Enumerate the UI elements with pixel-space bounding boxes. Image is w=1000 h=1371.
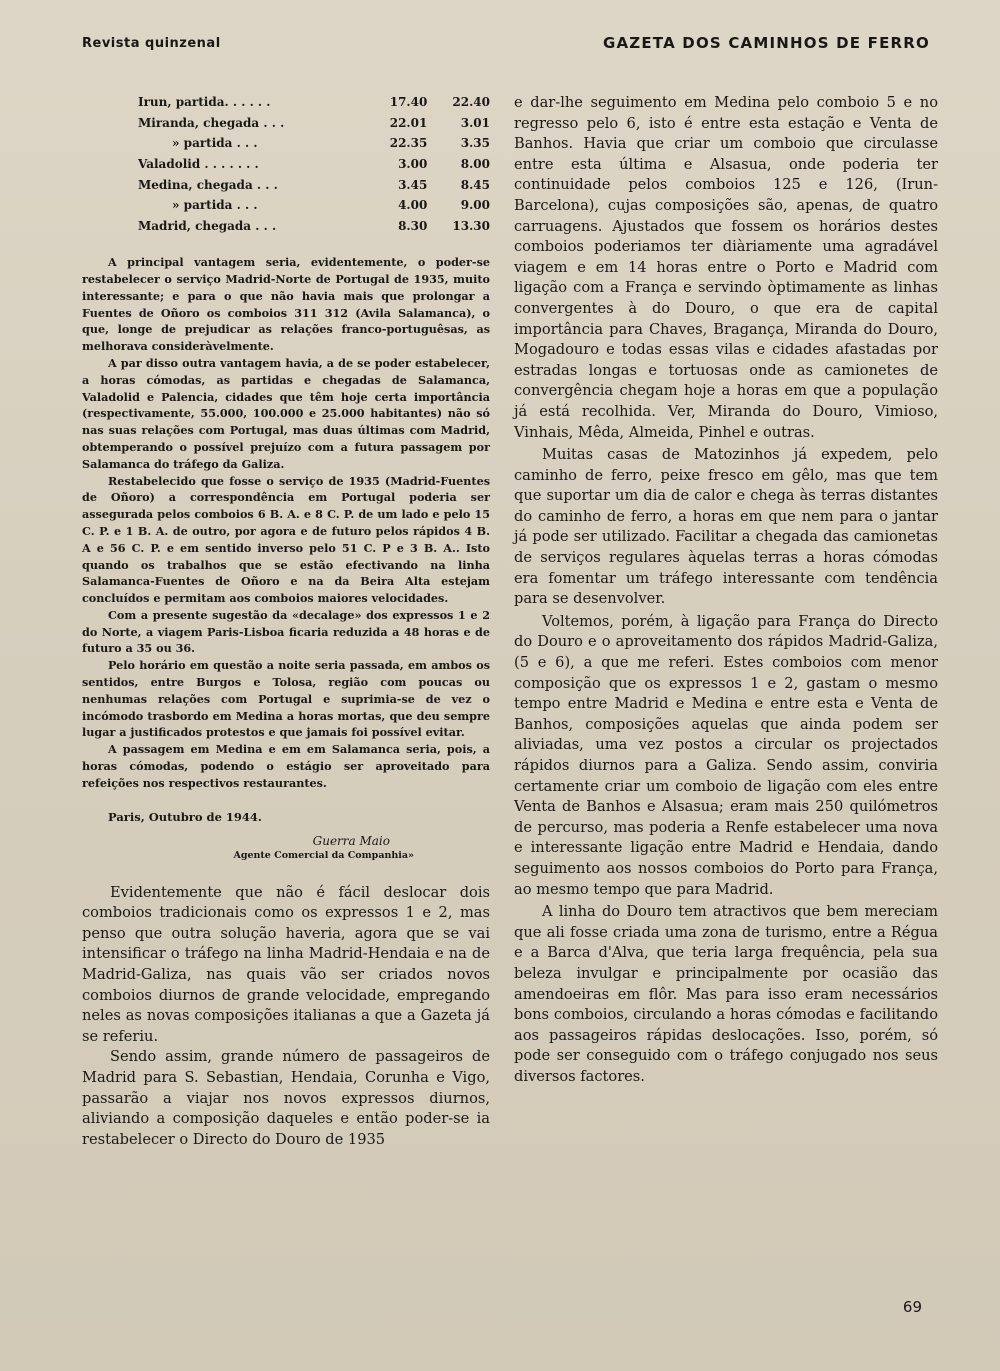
departure-time: 3.01	[460, 115, 490, 130]
signature-date: Paris, Outubro de 1944.	[108, 809, 262, 824]
timetable	[138, 92, 490, 236]
departure-time: 9.00	[460, 198, 490, 213]
article-body-right	[514, 93, 938, 1088]
letter-paragraph: Restabelecido que fosse o serviço de 1935 (Madrid-Fuentes de Oñoro) a correspondência em Portugal poderia ser assegurada pelos comboios 6 B. A. e 8 C. P. de um lado e pelo 15 C. P. e 1 B. A. de outro, por agora e de futuro pelos rápidos 4 B. A e 56 C. P. e em sentido inverso pelo 51 C. P e 3 B. A.. Isto quando os trabalhos que se estão efectivando na linha Salamanca-Fuentes de Oñoro e na da Beira Alta estejam concluídos e permitam aos comboios maiores velocidades.	[82, 473, 490, 606]
header-left: Revista quinzenal	[82, 36, 221, 51]
article-paragraph: Muitas casas de Matozinhos já expedem, pelo caminho de ferro, peixe fresco em gêlo, mas que tem que suportar um dia de calor e chega às terras distantes do caminho de ferro, a horas em que nem para o jantar já pode ser utilizado. Facilitar a chegada das camionetas de serviços regulares àquelas terras a horas cómodas era fomentar um tráfego interessante com tendência para se desenvolver.	[514, 446, 938, 608]
signature-name: Guerra Maio	[312, 833, 390, 848]
letter-paragraph: A principal vantagem seria, evidentemente, o poder-se restabelecer o serviço Madrid-Norte de Portugal de 1935, muito interessante; e para o que não havia mais que prolongar a Fuentes de Oñoro os comboios 311 312 (Avila Salamanca), o que, longe de prejudicar as relações franco-portuguêsas, as melhorava consideràvelmente.	[82, 255, 490, 354]
timetable-row	[138, 174, 490, 195]
letter-paragraph: A par disso outra vantagem havia, a de se poder estabelecer, a horas cómodas, as partidas e chegadas de Salamanca, Valadolid e Palencia, cidades que têm hoje certa importância (respectivamente, 55.000, 100.000 e 25.000 habitantes) não só nas suas relações com Portugal, mas duas últimas com Madrid, obtemperando o possível prejuízo com a futura passagem por Salamanca do tráfego da Galiza.	[82, 355, 490, 471]
article-paragraph: A linha do Douro tem atractivos que bem mereciam que ali fosse criada uma zona de turismo, entre a Régua e a Barca d'Alva, que teria larga frequência, pela sua beleza invulgar e principalmente por ocasião das amendoeiras em flôr. Mas para isso eram necessários bons comboios, circulando a horas cómodas e facilitando aos passageiros rápidas deslocações. Isso, porém, só pode ser conseguido com o tráfego conjugado nos seus diversos factores.	[514, 903, 938, 1085]
departure-time: 17.40	[389, 95, 428, 110]
departure-time: 22.01	[389, 115, 428, 130]
station-name: Madrid, chegada . . .	[138, 218, 277, 233]
station-name: » partida . . .	[172, 136, 258, 151]
article-paragraph: e dar-lhe seguimento em Medina pelo comboio 5 e no regresso pelo 6, isto é entre esta estação e Venta de Banhos. Havia que criar um comboio que circulasse entre esta última e Alsasua, onde poderia ter continuidade pelos comboios 125 e 126, (Irun-Barcelona), cujas composições são, apenas, de quatro carruagens. Ajustados que fossem os horários destes comboios poderiamos ter diàriamente uma agradável viagem e em 14 horas entre o Porto e Madrid com ligação com a França e servindo òptimamente as linhas convergentes à do Douro, o que era de capital importância para Chaves, Bragança, Miranda do Douro, Mogadouro e todas essas vilas e cidades afastadas por estradas longas e tortuosas onde as camionetes de convergência chegam hoje a horas em que a população já está recolhida. Ver, Miranda do Douro, Vimioso, Vinhais, Mêda, Almeida, Pinhel e outras.	[514, 94, 938, 441]
departure-time: 3.35	[460, 136, 490, 151]
letter-body	[82, 254, 490, 792]
page-number: 69	[902, 1298, 922, 1316]
article-body-left	[82, 883, 490, 1151]
timetable-row	[138, 195, 490, 216]
station-name: Medina, chegada . . .	[138, 177, 278, 192]
signature-role: Agente Comercial da Companhia»	[233, 849, 414, 861]
timetable-row	[138, 154, 490, 175]
departure-time: 8.30	[398, 218, 428, 233]
station-name: Valadolid . . . . . . .	[138, 157, 259, 172]
left-column	[82, 92, 490, 1150]
timetable-row	[138, 92, 490, 113]
timetable-row	[138, 133, 490, 154]
station-name: Miranda, chegada . . .	[138, 115, 285, 130]
article-paragraph: Voltemos, porém, à ligação para França do Directo do Douro e o aproveitamento dos rápidos Madrid-Galiza, (5 e 6), a que me referi. Estes comboios com menor composição que os expressos 1 e 2, gastam o mesmo tempo entre Madrid e Medina e entre esta e Venta de Banhos, composições aquelas que ainda podem ser aliviadas, uma vez postos a circular os projectados rápidos diurnos para a Galiza. Sendo assim, conviria certamente criar um comboio de ligação com eles entre Venta de Banhos e Alsasua; eram mais 250 quilómetros de percurso, mas poderia a Renfe estabelecer uma nova e interessante ligação entre Madrid e Hendaia, dando seguimento aos nossos comboios do Porto para França, ao mesmo tempo que para Madrid.	[514, 612, 938, 898]
departure-time: 3.45	[398, 177, 428, 192]
letter-paragraph: A passagem em Medina e em em Salamanca seria, pois, a horas cómodas, podendo o estágio ser aproveitado para refeições nos respectivos restaurantes.	[82, 742, 490, 790]
departure-time: 22.40	[452, 95, 490, 110]
article-paragraph: Sendo assim, grande número de passageiros de Madrid para S. Sebastian, Hendaia, Corunha e Vigo, passarão a viajar nos novos expressos diurnos, aliviando a composição daqueles e então poder-se ia restabelecer o Directo do Douro de 1935	[82, 1048, 490, 1148]
departure-time: 13.30	[452, 218, 490, 233]
departure-time: 22.35	[389, 136, 428, 151]
departure-time: 8.45	[460, 177, 490, 192]
timetable-row	[138, 113, 490, 134]
timetable-row	[138, 216, 490, 237]
article-paragraph: Evidentemente que não é fácil deslocar dois comboios tradicionais como os expressos 1 e 2, mas penso que outra solução haveria, agora que se vai intensificar o tráfego na linha Madrid-Hendaia e na de Madrid-Galiza, nas quais vão ser criados novos comboios diurnos de grande velocidade, empregando neles as novas composições italianas a que a Gazeta já se referiu.	[82, 883, 490, 1045]
letter-paragraph: Com a presente sugestão da «decalage» dos expressos 1 e 2 do Norte, a viagem Paris-Lisboa ficaria reduzida a 48 horas e de futuro a 35 ou 36.	[82, 607, 490, 656]
departure-time: 8.00	[460, 157, 490, 172]
header-title: GAZETA DOS CAMINHOS DE FERRO	[602, 34, 930, 52]
departure-time: 3.00	[398, 157, 428, 172]
letter-paragraph: Pelo horário em questão a noite seria passada, em ambos os sentidos, entre Burgos e Tolosa, região com poucas ou nenhumas relações com Portugal e suprimia-se de vez o incómodo trasbordo em Medina a horas mortas, que deu sempre lugar a justificados protestos e que jamais foi possível evitar.	[82, 658, 490, 740]
station-name: Irun, partida. . . . . .	[138, 95, 271, 110]
right-column	[514, 93, 938, 1088]
station-name: » partida . . .	[172, 198, 258, 213]
departure-time: 4.00	[398, 198, 428, 213]
